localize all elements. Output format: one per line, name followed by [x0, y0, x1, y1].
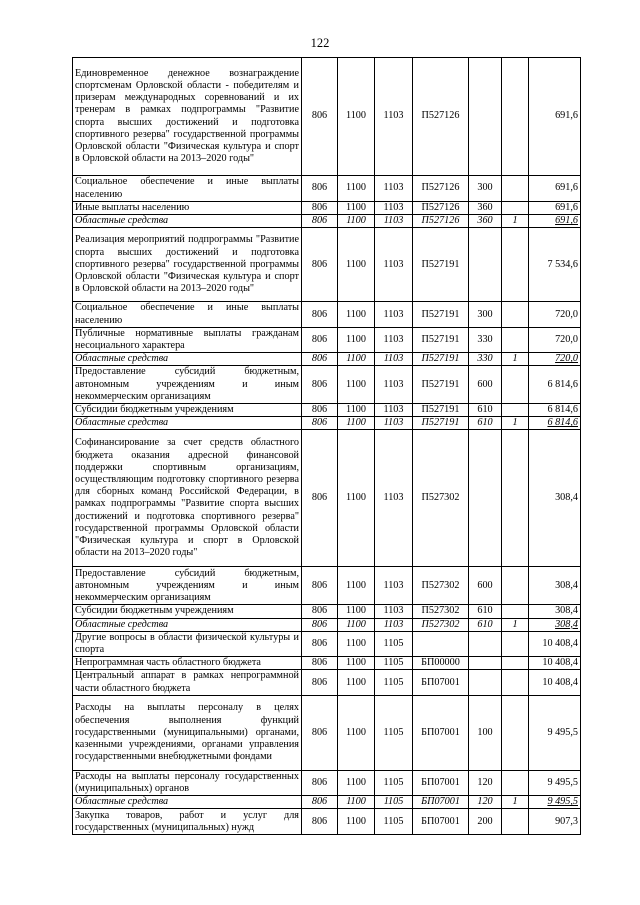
table-row: [73, 58, 581, 176]
description-cell: Закупка товаров, работ и услуг для государственных (муниципальных) нужд: [73, 809, 302, 835]
subsection-cell: 1103: [375, 366, 413, 404]
section-cell: 1100: [338, 353, 375, 366]
funding-source-cell: [502, 176, 529, 202]
subsection-cell: 1105: [375, 809, 413, 835]
funding-source-cell: 1: [502, 417, 529, 430]
expense-type-cell: [469, 631, 502, 656]
description-cell: Предоставление субсидий бюджетным, автономным учреждениям и иным некоммерческим организациям: [73, 567, 302, 605]
subsection-cell: 1103: [375, 605, 413, 618]
target-article-cell: П527191: [413, 417, 469, 430]
table-row: [73, 404, 581, 417]
table-row: [73, 796, 581, 809]
target-article-cell: П527302: [413, 618, 469, 631]
expense-type-cell: [469, 670, 502, 695]
amount-cell: 6 814,6: [529, 366, 581, 404]
funding-source-cell: [502, 430, 529, 567]
table-row: [73, 176, 581, 202]
target-article-cell: П527191: [413, 366, 469, 404]
section-cell: 1100: [338, 417, 375, 430]
expense-type-cell: [469, 430, 502, 567]
subsection-cell: 1103: [375, 202, 413, 215]
amount-cell: 691,6: [529, 215, 581, 228]
ministry-code-cell: 806: [302, 302, 338, 327]
amount-cell: 308,4: [529, 618, 581, 631]
target-article-cell: П527302: [413, 567, 469, 605]
section-cell: 1100: [338, 567, 375, 605]
subsection-cell: 1103: [375, 215, 413, 228]
funding-source-cell: 1: [502, 796, 529, 809]
description-cell: Расходы на выплаты персоналу в целях обеспечения выполнения функций государственными (муниципальными) органами, казенными учреждениями, органами управления государственными внебюджетными фондами: [73, 695, 302, 770]
table-row: [73, 618, 581, 631]
ministry-code-cell: 806: [302, 366, 338, 404]
table-row: [73, 366, 581, 404]
table-row: [73, 302, 581, 327]
funding-source-cell: [502, 366, 529, 404]
funding-source-cell: [502, 228, 529, 302]
table-row: [73, 567, 581, 605]
expense-type-cell: 100: [469, 695, 502, 770]
table-row: [73, 605, 581, 618]
section-cell: 1100: [338, 58, 375, 176]
description-cell: Публичные нормативные выплаты гражданам несоциального характера: [73, 327, 302, 352]
target-article-cell: БП00000: [413, 657, 469, 670]
budget-table: [72, 57, 581, 835]
expense-type-cell: 600: [469, 567, 502, 605]
funding-source-cell: [502, 202, 529, 215]
expense-type-cell: 610: [469, 605, 502, 618]
section-cell: 1100: [338, 176, 375, 202]
funding-source-cell: [502, 695, 529, 770]
table-row: [73, 327, 581, 352]
description-cell: Другие вопросы в области физической культуры и спорта: [73, 631, 302, 656]
ministry-code-cell: 806: [302, 631, 338, 656]
expense-type-cell: 610: [469, 404, 502, 417]
table-row: [73, 770, 581, 795]
description-cell: Субсидии бюджетным учреждениям: [73, 605, 302, 618]
target-article-cell: П527191: [413, 353, 469, 366]
page-number: 122: [310, 36, 330, 50]
target-article-cell: П527126: [413, 202, 469, 215]
subsection-cell: 1103: [375, 417, 413, 430]
expense-type-cell: 300: [469, 176, 502, 202]
expense-type-cell: 360: [469, 202, 502, 215]
description-cell: Реализация мероприятий подпрограммы "Развитие спорта высших достижений и подготовка спортивного резерва" государственной программы Орловской области "Физическая культура и спорт в Орловской области на 2013–2020 годы": [73, 228, 302, 302]
description-cell: Социальное обеспечение и иные выплаты населению: [73, 302, 302, 327]
amount-cell: 308,4: [529, 605, 581, 618]
target-article-cell: БП07001: [413, 809, 469, 835]
target-article-cell: БП07001: [413, 770, 469, 795]
ministry-code-cell: 806: [302, 796, 338, 809]
description-cell: Единовременное денежное вознаграждение спортсменам Орловской области - победителям и призерам международных соревнований и их тренерам в рамках подпрограммы "Развитие спорта высших достижений и подготовка спортивного резерва" государственной программы Орловской области "Физическая культура и спорт в Орловской области на 2013–2020 годы": [73, 58, 302, 176]
target-article-cell: П527191: [413, 302, 469, 327]
table-row: [73, 353, 581, 366]
table-row: [73, 430, 581, 567]
expense-type-cell: 330: [469, 353, 502, 366]
table-row: [73, 695, 581, 770]
subsection-cell: 1103: [375, 567, 413, 605]
ministry-code-cell: 806: [302, 809, 338, 835]
section-cell: 1100: [338, 796, 375, 809]
table-row: [73, 631, 581, 656]
subsection-cell: 1105: [375, 657, 413, 670]
subsection-cell: 1103: [375, 228, 413, 302]
funding-source-cell: [502, 567, 529, 605]
funding-source-cell: [502, 770, 529, 795]
description-cell: Предоставление субсидий бюджетным, автономным учреждениям и иным некоммерческим организациям: [73, 366, 302, 404]
amount-cell: 6 814,6: [529, 404, 581, 417]
section-cell: 1100: [338, 695, 375, 770]
description-cell: Непрограммная часть областного бюджета: [73, 657, 302, 670]
table-row: [73, 670, 581, 695]
subsection-cell: 1105: [375, 670, 413, 695]
amount-cell: 907,3: [529, 809, 581, 835]
amount-cell: 10 408,4: [529, 670, 581, 695]
ministry-code-cell: 806: [302, 215, 338, 228]
section-cell: 1100: [338, 202, 375, 215]
ministry-code-cell: 806: [302, 657, 338, 670]
description-cell: Социальное обеспечение и иные выплаты населению: [73, 176, 302, 202]
ministry-code-cell: 806: [302, 567, 338, 605]
subsection-cell: 1103: [375, 353, 413, 366]
target-article-cell: П527191: [413, 228, 469, 302]
expense-type-cell: 120: [469, 796, 502, 809]
subsection-cell: 1103: [375, 176, 413, 202]
target-article-cell: П527126: [413, 215, 469, 228]
target-article-cell: [413, 631, 469, 656]
expense-type-cell: 610: [469, 417, 502, 430]
section-cell: 1100: [338, 228, 375, 302]
section-cell: 1100: [338, 215, 375, 228]
description-cell: Иные выплаты населению: [73, 202, 302, 215]
expense-type-cell: 300: [469, 302, 502, 327]
table-row: [73, 417, 581, 430]
target-article-cell: БП07001: [413, 670, 469, 695]
amount-cell: 691,6: [529, 58, 581, 176]
amount-cell: 720,0: [529, 353, 581, 366]
ministry-code-cell: 806: [302, 618, 338, 631]
subsection-cell: 1103: [375, 302, 413, 327]
amount-cell: 6 814,6: [529, 417, 581, 430]
amount-cell: 9 495,5: [529, 770, 581, 795]
subsection-cell: 1105: [375, 796, 413, 809]
ministry-code-cell: 806: [302, 417, 338, 430]
ministry-code-cell: 806: [302, 430, 338, 567]
amount-cell: 308,4: [529, 567, 581, 605]
subsection-cell: 1103: [375, 618, 413, 631]
funding-source-cell: 1: [502, 215, 529, 228]
section-cell: 1100: [338, 809, 375, 835]
amount-cell: 308,4: [529, 430, 581, 567]
expense-type-cell: 200: [469, 809, 502, 835]
amount-cell: 720,0: [529, 327, 581, 352]
funding-source-cell: [502, 58, 529, 176]
expense-type-cell: 610: [469, 618, 502, 631]
amount-cell: 10 408,4: [529, 657, 581, 670]
target-article-cell: П527191: [413, 404, 469, 417]
subsection-cell: 1103: [375, 58, 413, 176]
description-cell: Софинансирование за счет средств областного бюджета оказания адресной финансовой поддержки спортивным организациям, осуществляющим подготовку спортивного резерва для сборных команд Российской Федерации, в рамках подпрограммы "Развитие спорта высших достижений и подготовка спортивного резерва" государственной программы Орловской области "Физическая культура и спорт в Орловской области на 2013–2020 годы": [73, 430, 302, 567]
subsection-cell: 1103: [375, 327, 413, 352]
table-row: [73, 228, 581, 302]
expense-type-cell: 330: [469, 327, 502, 352]
amount-cell: 691,6: [529, 176, 581, 202]
target-article-cell: П527126: [413, 58, 469, 176]
target-article-cell: П527126: [413, 176, 469, 202]
ministry-code-cell: 806: [302, 228, 338, 302]
target-article-cell: БП07001: [413, 695, 469, 770]
expense-type-cell: [469, 228, 502, 302]
expense-type-cell: 600: [469, 366, 502, 404]
section-cell: 1100: [338, 618, 375, 631]
expense-type-cell: [469, 657, 502, 670]
ministry-code-cell: 806: [302, 327, 338, 352]
subsection-cell: 1103: [375, 404, 413, 417]
section-cell: 1100: [338, 670, 375, 695]
expense-type-cell: 360: [469, 215, 502, 228]
description-cell: Областные средства: [73, 353, 302, 366]
ministry-code-cell: 806: [302, 695, 338, 770]
description-cell: Областные средства: [73, 796, 302, 809]
target-article-cell: П527302: [413, 605, 469, 618]
section-cell: 1100: [338, 302, 375, 327]
table-row: [73, 809, 581, 835]
funding-source-cell: [502, 605, 529, 618]
ministry-code-cell: 806: [302, 353, 338, 366]
section-cell: 1100: [338, 430, 375, 567]
table-row: [73, 215, 581, 228]
section-cell: 1100: [338, 770, 375, 795]
description-cell: Субсидии бюджетным учреждениям: [73, 404, 302, 417]
ministry-code-cell: 806: [302, 202, 338, 215]
table-row: [73, 657, 581, 670]
section-cell: 1100: [338, 366, 375, 404]
section-cell: 1100: [338, 404, 375, 417]
section-cell: 1100: [338, 631, 375, 656]
amount-cell: 9 495,5: [529, 695, 581, 770]
funding-source-cell: 1: [502, 618, 529, 631]
description-cell: Центральный аппарат в рамках непрограммной части областного бюджета: [73, 670, 302, 695]
subsection-cell: 1105: [375, 631, 413, 656]
amount-cell: 720,0: [529, 302, 581, 327]
funding-source-cell: [502, 657, 529, 670]
description-cell: Областные средства: [73, 417, 302, 430]
funding-source-cell: [502, 302, 529, 327]
subsection-cell: 1105: [375, 695, 413, 770]
ministry-code-cell: 806: [302, 176, 338, 202]
funding-source-cell: [502, 809, 529, 835]
budget-table-body: [73, 58, 581, 835]
funding-source-cell: 1: [502, 353, 529, 366]
description-cell: Расходы на выплаты персоналу государственных (муниципальных) органов: [73, 770, 302, 795]
amount-cell: 10 408,4: [529, 631, 581, 656]
section-cell: 1100: [338, 605, 375, 618]
target-article-cell: П527302: [413, 430, 469, 567]
funding-source-cell: [502, 670, 529, 695]
ministry-code-cell: 806: [302, 404, 338, 417]
subsection-cell: 1105: [375, 770, 413, 795]
ministry-code-cell: 806: [302, 58, 338, 176]
expense-type-cell: [469, 58, 502, 176]
target-article-cell: П527191: [413, 327, 469, 352]
description-cell: Областные средства: [73, 215, 302, 228]
ministry-code-cell: 806: [302, 770, 338, 795]
ministry-code-cell: 806: [302, 670, 338, 695]
expense-type-cell: 120: [469, 770, 502, 795]
funding-source-cell: [502, 404, 529, 417]
amount-cell: 7 534,6: [529, 228, 581, 302]
section-cell: 1100: [338, 657, 375, 670]
funding-source-cell: [502, 327, 529, 352]
description-cell: Областные средства: [73, 618, 302, 631]
amount-cell: 691,6: [529, 202, 581, 215]
table-row: [73, 202, 581, 215]
target-article-cell: БП07001: [413, 796, 469, 809]
section-cell: 1100: [338, 327, 375, 352]
amount-cell: 9 495,5: [529, 796, 581, 809]
funding-source-cell: [502, 631, 529, 656]
subsection-cell: 1103: [375, 430, 413, 567]
ministry-code-cell: 806: [302, 605, 338, 618]
